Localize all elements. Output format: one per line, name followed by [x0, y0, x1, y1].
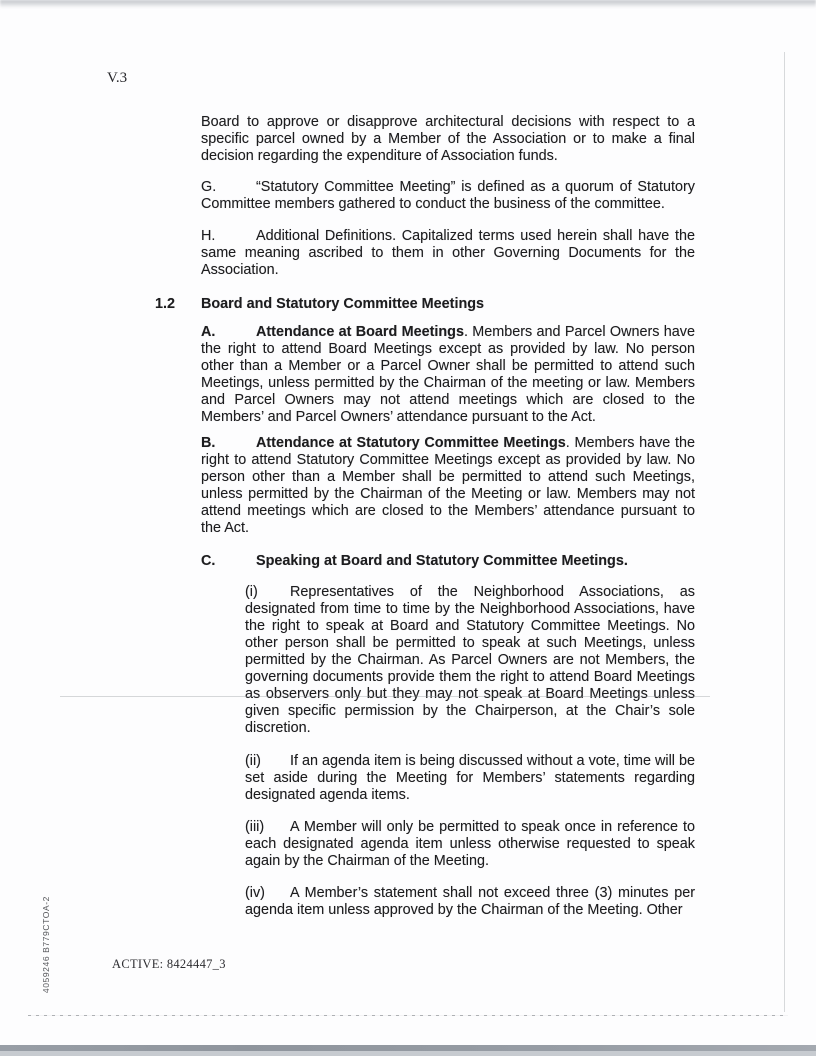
definition-paragraph-h	[201, 228, 695, 279]
paragraph-label: B.	[201, 435, 216, 451]
clause-label: (iv)	[245, 885, 265, 901]
clause-text: A Member’s statement shall not exceed three (3) minutes per agenda item unless approved by the Chairman of the Meeting. Other	[245, 885, 695, 918]
scan-artifact-top-edge	[0, 0, 816, 8]
clause-label: (iii)	[245, 819, 265, 835]
subsection-b	[201, 435, 695, 537]
clause-iii	[245, 819, 695, 870]
paragraph-text: . Members and Parcel Owners have the right to attend Board Meetings except as provided by law. No person other than a Member or a Parcel Owner shall be permitted to attend such Meetings, unless permitted by the Chairman of the meeting or law. Members and Parcel Owners may not attend meetings which are closed to the Members’ and Parcel Owners’ attendance pursuant to the Act.	[201, 324, 695, 425]
definition-paragraph-g	[201, 179, 695, 213]
paragraph-text: Additional Definitions. Capitalized terms used herein shall have the same meaning ascribed to them in other Governing Documents for the Association.	[201, 228, 695, 278]
subsection-heading: Attendance at Board Meetings	[256, 324, 464, 340]
paragraph-label: C.	[201, 553, 216, 569]
clause-i	[245, 584, 695, 737]
section-title: Board and Statutory Committee Meetings	[201, 296, 485, 312]
paragraph-label: A.	[201, 324, 216, 340]
paragraph-text: . Members have the right to attend Statutory Committee Meetings except as provided by law. No person other than a Member shall be permitted to attend such Meetings, unless permitted by the Chairman of the Meeting or law. Members may not attend meetings which are closed to the Members’ attendance pursuant to the Act.	[201, 435, 695, 536]
clause-label: (ii)	[245, 753, 261, 769]
clause-iv	[245, 885, 695, 919]
scan-artifact-line-bottom	[28, 1015, 788, 1016]
paragraph-text: “Statutory Committee Meeting” is defined as a quorum of Statutory Committee members gathered to conduct the business of the committee.	[201, 179, 695, 212]
clause-text: Representatives of the Neighborhood Associations, as designated from time to time by the Neighborhood Associations, have the right to speak at Board and Statutory Committee Meetings. No other person shall be permitted to speak at such Meetings, unless permitted by the Chairman. As Parcel Owners are not Members, the governing documents provide them the right to attend Board Meetings as observers only but they may not speak at Board Meetings unless given specific permission by the Chairperson, at the Chair’s sole discretion.	[245, 584, 695, 736]
subsection-c	[201, 553, 695, 570]
intro-paragraph	[201, 114, 695, 165]
subsection-heading: Attendance at Statutory Committee Meetings	[256, 435, 566, 451]
section-heading	[155, 296, 695, 313]
clause-ii	[245, 753, 695, 804]
clause-text: If an agenda item is being discussed without a vote, time will be set aside during the Meeting for Members’ statements regarding designated agenda items.	[245, 753, 695, 803]
side-stamp-text: 4059246 B779CTOA-2	[41, 896, 51, 994]
paragraph-text: Board to approve or disapprove architectural decisions with respect to a specific parcel owned by a Member of the Association or to make a final decision regarding the expenditure of Association funds.	[201, 114, 695, 164]
scan-artifact-line-middle	[60, 696, 710, 697]
scan-artifact-page-edge	[784, 52, 785, 1012]
scan-artifact-bottom-strip	[0, 1051, 816, 1056]
section-number: 1.2	[155, 296, 176, 312]
footer-reference: ACTIVE: 8424447_3	[112, 957, 226, 971]
clause-label: (i)	[245, 584, 258, 600]
side-stamp	[41, 896, 55, 994]
document-body	[155, 114, 695, 919]
version-label: V.3	[107, 70, 128, 86]
clause-list	[245, 584, 695, 919]
paragraph-label: G.	[201, 179, 217, 195]
subsection-a	[201, 324, 695, 426]
subsection-heading: Speaking at Board and Statutory Committee Meetings.	[256, 553, 628, 569]
paragraph-label: H.	[201, 228, 216, 244]
clause-text: A Member will only be permitted to speak once in reference to each designated agenda item unless otherwise requested to speak again by the Chairman of the Meeting.	[245, 819, 695, 869]
